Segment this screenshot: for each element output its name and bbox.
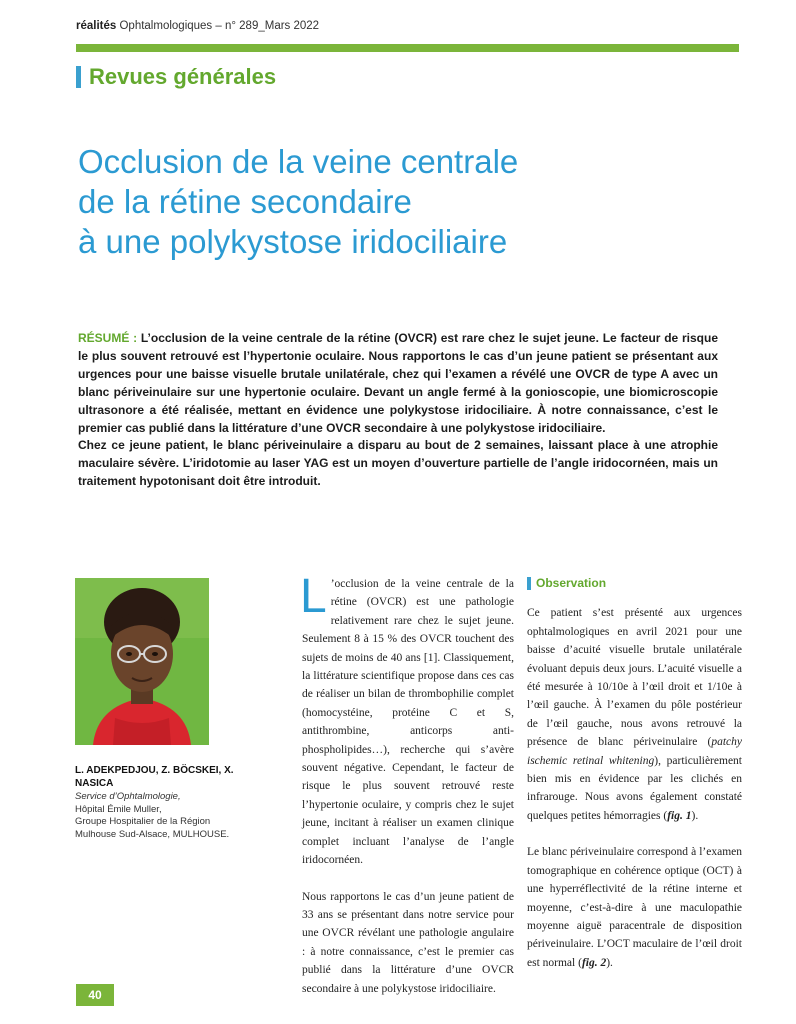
obs-text-b: ), particulièrement bien mis en évidence par les clichés en infrarouge. Nous avons également constaté quelques petites hémorragies (: [527, 754, 742, 822]
author-affiliation: Service d’Ophtalmologie,: [75, 791, 181, 802]
body-column-2: [527, 574, 742, 972]
observation-marker: [527, 577, 531, 590]
title-line-3: à une polykystose iridociliaire: [78, 223, 508, 260]
abstract: [78, 330, 718, 491]
body-paragraph-2: Nous rapportons le cas d’un jeune patient de 33 ans se présentant dans notre service pour une OVCR révélant une pathologie angulaire : à notre connaissance, c’est le premier cas publié dans la littérature d’une OVCR secondaire à une polykystose iridociliaire.: [302, 890, 514, 995]
observation-title: Observation: [536, 576, 607, 590]
section-label: [76, 64, 276, 90]
title-line-1: Occlusion de la veine centrale: [78, 143, 519, 180]
abstract-paragraph-1: [78, 330, 718, 437]
obs-text-d: Le blanc périveinulaire correspond à l’examen tomographique en cohérence optique (OCT) à une hyperréflectivité de la rétine interne et moyenne, c’est-à-dire à une maculopathie moyenne aiguë paracentrale de disposition périveinulaire. L’OCT maculaire de l’œil droit est normal (: [527, 846, 742, 969]
page-number: 40: [76, 984, 114, 1006]
obs-text-c: ).: [691, 809, 699, 822]
author-portrait: [75, 578, 209, 745]
obs-emphasis: patchy ischemic retinal whitening: [527, 736, 742, 767]
abstract-label: RÉSUMÉ :: [78, 331, 138, 345]
figure-ref-2[interactable]: fig. 2: [581, 956, 607, 969]
body-text-1: ’occlusion de la veine centrale de la rétine (OVCR) est une pathologie relativement rare chez le sujet jeune. Seulement 8 à 15 % des OVCR touchent des sujets de moins de 40 ans [1]. Classiquement, la littérature scientifique propose dans ces cas de réaliser un bilan de thrombophilie complet (homocystéine, protéine C et S, antithrombine, anticorps anti-phospholipides…), recherche qui s’avère souvent négative. Cependant, le facteur de risque le plus souvent retrouvé reste l’hypertonie oculaire, y compris chez le sujet jeune, incitant à réaliser un examen clinique complet incluant l’analyse de l’angle iridocornéen.: [302, 578, 514, 867]
author-address-1: Hôpital Émile Muller,: [75, 803, 162, 815]
header-rule: [76, 44, 739, 52]
author-address-3: Mulhouse Sud-Alsace, MULHOUSE.: [75, 828, 230, 840]
author-address-2: Groupe Hospitalier de la Région: [75, 816, 211, 827]
abstract-text-1: L’occlusion de la veine centrale de la rétine (OVCR) est rare chez le sujet jeune. Le facteur de risque le plus souvent retrouvé est l’hypertonie oculaire. Nous rapportons le cas d’un jeune patient se présentant aux urgences pour une baisse visuelle brutale unilatérale, chez qui l’examen a révélé une OVCR de type A avec un blanc périveinulaire sur une hypertonie oculaire. Devant un angle fermé à la gonioscopie, une biomicroscopie ultrasonore a été réalisée, mettant en évidence une polykystose iridociliaire. À notre connaissance, c’est le premier cas publié dans la littérature d’une OVCR secondaire à une polykystose iridociliaire.: [78, 331, 718, 435]
article-title: [78, 142, 718, 262]
title-line-2: de la rétine secondaire: [78, 183, 412, 220]
figure-ref-1[interactable]: fig. 1: [667, 809, 692, 822]
journal-issue: Ophtalmologiques – n° 289_Mars 2022: [119, 20, 320, 32]
author-block: [75, 765, 260, 841]
body-paragraph-1: [300, 570, 514, 870]
running-header: [76, 20, 319, 32]
author-names: L. ADEKPEDJOU, Z. BÖCSKEI, X. NASICA: [75, 765, 234, 789]
observation-paragraph-1: [527, 604, 742, 825]
author-photo: [75, 578, 209, 745]
section-title: Revues générales: [89, 64, 277, 89]
journal-brand: réalités: [76, 20, 117, 32]
drop-cap: L: [300, 570, 327, 623]
observation-paragraph-2: [527, 843, 742, 972]
obs-text-a: Ce patient s’est présenté aux urgences ophtalmologiques en avril 2021 pour une baisse d’acuité visuelle brutale unilatérale évoluant depuis deux jours. L’acuité visuelle a été mesurée à 10/10e à l’œil droit et 1/10e à l’œil gauche. À l’examen du pôle postérieur de l’œil gauche, nous avons retrouvé la présence de blanc périveinulaire (: [527, 607, 742, 749]
body-column-1: [300, 570, 514, 998]
section-marker: [76, 66, 81, 88]
abstract-paragraph-2: Chez ce jeune patient, le blanc périveinulaire a disparu au bout de 2 semaines, laissant place à une atrophie maculaire sévère. L’iridotomie au laser YAG est un moyen d’ouverture partielle de l’angle iridocornéen, mais un traitement hypotonisant doit être introduit.: [78, 438, 718, 489]
observation-heading: [527, 574, 742, 592]
obs-text-e: ).: [606, 956, 613, 969]
